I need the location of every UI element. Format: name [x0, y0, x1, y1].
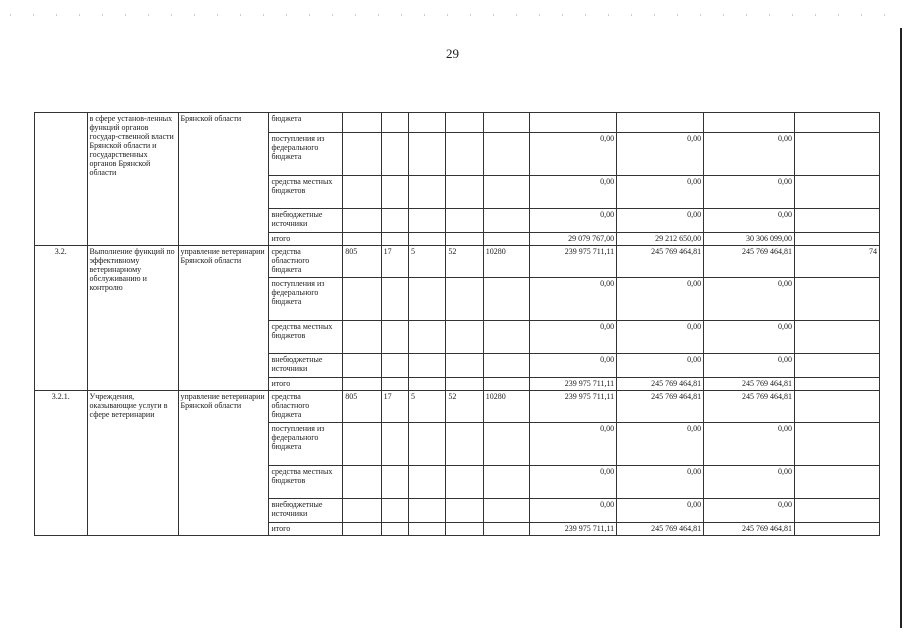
indicator-cell	[795, 176, 880, 209]
pr-cell	[408, 523, 445, 536]
cs-cell: 52	[446, 246, 483, 278]
table-body	[35, 113, 880, 536]
vr-cell	[483, 466, 529, 499]
source-cell: поступления из федерального бюджета	[269, 278, 343, 321]
year2-amount-cell: 0,00	[617, 278, 704, 321]
year2-amount-cell: 245 769 464,81	[617, 378, 704, 391]
rz-cell	[381, 233, 408, 246]
vr-cell	[483, 321, 529, 354]
source-cell: итого	[269, 523, 343, 536]
year1-amount-cell: 239 975 711,11	[530, 523, 617, 536]
vr-cell	[483, 423, 529, 466]
cs-cell	[446, 321, 483, 354]
source-cell: средства местных бюджетов	[269, 321, 343, 354]
pr-cell	[408, 354, 445, 378]
vr-cell: 10280	[483, 391, 529, 423]
year1-amount-cell: 239 975 711,11	[530, 378, 617, 391]
year1-amount-cell: 0,00	[530, 354, 617, 378]
page-number: 29	[446, 46, 459, 61]
indicator-cell	[795, 233, 880, 246]
vr-cell	[483, 113, 529, 133]
cs-cell	[446, 133, 483, 176]
source-cell: средства областного бюджета	[269, 391, 343, 423]
indicator-cell	[795, 378, 880, 391]
vr-cell	[483, 176, 529, 209]
year1-amount-cell: 239 975 711,11	[530, 391, 617, 423]
rz-cell	[381, 466, 408, 499]
source-cell: внебюджетные источники	[269, 499, 343, 523]
indicator-cell	[795, 499, 880, 523]
year3-amount-cell: 0,00	[704, 278, 795, 321]
rz-cell	[381, 321, 408, 354]
year3-amount-cell: 245 769 464,81	[704, 523, 795, 536]
year2-amount-cell: 29 212 650,00	[617, 233, 704, 246]
year1-amount-cell: 0,00	[530, 466, 617, 499]
cs-cell	[446, 233, 483, 246]
cs-cell	[446, 278, 483, 321]
indicator-cell	[795, 113, 880, 133]
year2-amount-cell: 245 769 464,81	[617, 391, 704, 423]
cs-cell: 52	[446, 391, 483, 423]
grbs-cell	[343, 523, 381, 536]
rz-cell	[381, 499, 408, 523]
pr-cell	[408, 233, 445, 246]
year2-amount-cell: 245 769 464,81	[617, 523, 704, 536]
rz-cell	[381, 278, 408, 321]
year1-amount-cell: 0,00	[530, 176, 617, 209]
rz-cell	[381, 176, 408, 209]
year3-amount-cell	[704, 113, 795, 133]
source-cell: поступления из федерального бюджета	[269, 423, 343, 466]
source-cell: поступления из федерального бюджета	[269, 133, 343, 176]
source-cell: средства местных бюджетов	[269, 466, 343, 499]
pr-cell	[408, 133, 445, 176]
grbs-cell	[343, 354, 381, 378]
grbs-cell	[343, 321, 381, 354]
pr-cell	[408, 176, 445, 209]
indicator-cell	[795, 209, 880, 233]
pr-cell	[408, 499, 445, 523]
grbs-cell	[343, 133, 381, 176]
item-name-cell: Учреждения, оказывающие услуги в сфере ветеринарии	[87, 391, 178, 536]
year2-amount-cell: 0,00	[617, 354, 704, 378]
table-row	[35, 391, 880, 423]
cs-cell	[446, 423, 483, 466]
indicator-cell	[795, 423, 880, 466]
cs-cell	[446, 466, 483, 499]
year1-amount-cell: 239 975 711,11	[530, 246, 617, 278]
year1-amount-cell: 0,00	[530, 423, 617, 466]
vr-cell	[483, 378, 529, 391]
grbs-cell	[343, 423, 381, 466]
grbs-cell	[343, 499, 381, 523]
cs-cell	[446, 176, 483, 209]
grbs-cell	[343, 176, 381, 209]
indicator-cell: 74	[795, 246, 880, 278]
budget-table	[34, 112, 880, 536]
cs-cell	[446, 523, 483, 536]
source-cell: средства местных бюджетов	[269, 176, 343, 209]
grbs-cell	[343, 466, 381, 499]
indicator-cell	[795, 466, 880, 499]
item-name-cell: в сфере установ-ленных функций органов государ-ственной власти Брянской области и государственных органов Брянской области	[87, 113, 178, 246]
source-cell: бюджета	[269, 113, 343, 133]
year1-amount-cell: 0,00	[530, 278, 617, 321]
year1-amount-cell	[530, 113, 617, 133]
cs-cell	[446, 354, 483, 378]
year2-amount-cell: 0,00	[617, 499, 704, 523]
vr-cell	[483, 354, 529, 378]
rz-cell: 17	[381, 391, 408, 423]
year2-amount-cell: 245 769 464,81	[617, 246, 704, 278]
year2-amount-cell: 0,00	[617, 133, 704, 176]
year2-amount-cell: 0,00	[617, 321, 704, 354]
pr-cell	[408, 278, 445, 321]
indicator-cell	[795, 278, 880, 321]
vr-cell	[483, 499, 529, 523]
year3-amount-cell: 0,00	[704, 321, 795, 354]
source-cell: итого	[269, 378, 343, 391]
vr-cell	[483, 523, 529, 536]
grbs-cell	[343, 278, 381, 321]
rz-cell	[381, 113, 408, 133]
vr-cell	[483, 233, 529, 246]
rz-cell	[381, 378, 408, 391]
year1-amount-cell: 0,00	[530, 499, 617, 523]
year1-amount-cell: 0,00	[530, 133, 617, 176]
year1-amount-cell: 29 079 767,00	[530, 233, 617, 246]
vr-cell	[483, 209, 529, 233]
item-number-cell	[35, 113, 88, 246]
year2-amount-cell: 0,00	[617, 176, 704, 209]
indicator-cell	[795, 391, 880, 423]
year2-amount-cell: 0,00	[617, 423, 704, 466]
grbs-cell	[343, 233, 381, 246]
year2-amount-cell: 0,00	[617, 209, 704, 233]
year3-amount-cell: 245 769 464,81	[704, 391, 795, 423]
grbs-cell	[343, 113, 381, 133]
table-row	[35, 113, 880, 133]
item-number-cell: 3.2.1.	[35, 391, 88, 536]
year1-amount-cell: 0,00	[530, 209, 617, 233]
executor-cell: управление ветеринарии Брянской области	[178, 391, 269, 536]
scan-noise	[10, 14, 890, 16]
indicator-cell	[795, 354, 880, 378]
pr-cell: 5	[408, 246, 445, 278]
source-cell: внебюджетные источники	[269, 209, 343, 233]
indicator-cell	[795, 321, 880, 354]
year3-amount-cell: 0,00	[704, 354, 795, 378]
scan-edge-line	[900, 28, 902, 628]
cs-cell	[446, 209, 483, 233]
vr-cell	[483, 278, 529, 321]
rz-cell: 17	[381, 246, 408, 278]
year3-amount-cell: 0,00	[704, 176, 795, 209]
rz-cell	[381, 423, 408, 466]
vr-cell: 10280	[483, 246, 529, 278]
pr-cell	[408, 466, 445, 499]
grbs-cell: 805	[343, 391, 381, 423]
year3-amount-cell: 0,00	[704, 499, 795, 523]
pr-cell	[408, 378, 445, 391]
year2-amount-cell: 0,00	[617, 466, 704, 499]
grbs-cell: 805	[343, 246, 381, 278]
source-cell: итого	[269, 233, 343, 246]
year2-amount-cell	[617, 113, 704, 133]
item-number-cell: 3.2.	[35, 246, 88, 391]
executor-cell: Брянской области	[178, 113, 269, 246]
source-cell: средства областного бюджета	[269, 246, 343, 278]
pr-cell	[408, 113, 445, 133]
executor-cell: управление ветеринарии Брянской области	[178, 246, 269, 391]
source-cell: внебюджетные источники	[269, 354, 343, 378]
grbs-cell	[343, 209, 381, 233]
grbs-cell	[343, 378, 381, 391]
rz-cell	[381, 523, 408, 536]
cs-cell	[446, 113, 483, 133]
pr-cell: 5	[408, 391, 445, 423]
pr-cell	[408, 321, 445, 354]
cs-cell	[446, 378, 483, 391]
year3-amount-cell: 0,00	[704, 423, 795, 466]
table-row	[35, 246, 880, 278]
rz-cell	[381, 133, 408, 176]
pr-cell	[408, 423, 445, 466]
year3-amount-cell: 0,00	[704, 209, 795, 233]
rz-cell	[381, 354, 408, 378]
indicator-cell	[795, 523, 880, 536]
cs-cell	[446, 499, 483, 523]
year3-amount-cell: 245 769 464,81	[704, 378, 795, 391]
rz-cell	[381, 209, 408, 233]
year3-amount-cell: 30 306 099,00	[704, 233, 795, 246]
item-name-cell: Выполнение функций по эффективному ветеринарному обслуживанию и контролю	[87, 246, 178, 391]
year3-amount-cell: 0,00	[704, 466, 795, 499]
year3-amount-cell: 0,00	[704, 133, 795, 176]
year1-amount-cell: 0,00	[530, 321, 617, 354]
indicator-cell	[795, 133, 880, 176]
year3-amount-cell: 245 769 464,81	[704, 246, 795, 278]
pr-cell	[408, 209, 445, 233]
vr-cell	[483, 133, 529, 176]
